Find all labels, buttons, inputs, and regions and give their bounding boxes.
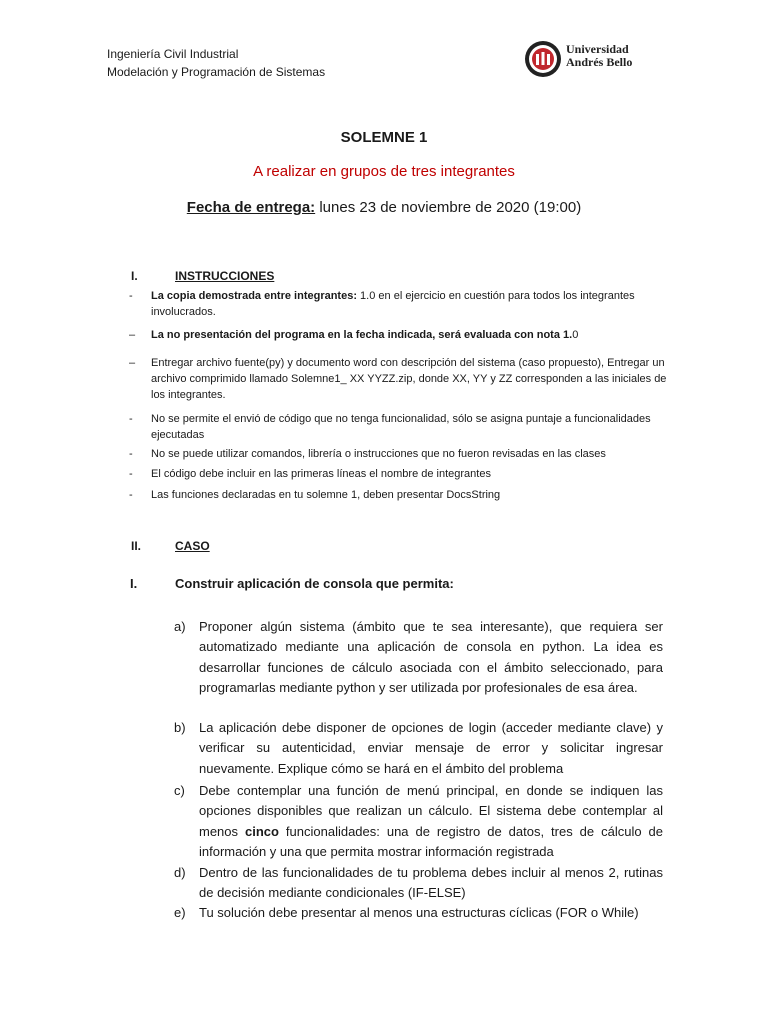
instruction-text: Entregar archivo fuente(py) y documento word con descripción del sistema (caso propuesto), Entregar un archivo comprimido llamado Solemne1_ XX YYZZ.zip, donde XX, YY y ZZ corresponden a las iniciales de los integrantes. [151, 357, 667, 401]
section-instructions-heading [131, 269, 274, 283]
task-letter: c) [174, 783, 185, 798]
bullet: – [129, 329, 136, 341]
bullet: - [129, 468, 133, 480]
deadline-value: lunes 23 de noviembre de 2020 (19:00) [315, 199, 582, 216]
task-item [174, 863, 663, 904]
university-name [566, 43, 632, 69]
task-text: Dentro de las funcionalidades de tu problema debes incluir al menos 2, rutinas de decisión mediante condicionales (IF-ELSE) [199, 865, 663, 901]
question-title: Construir aplicación de consola que permita: [175, 576, 454, 591]
task-text: La aplicación debe disponer de opciones de login (acceder mediante clave) y verificar su autenticidad, enviar mensaje de error y solicitar ingresar nuevamente. Explique cómo se hará en el ámbito del problema [199, 720, 663, 776]
instruction-item [129, 411, 669, 443]
task-text-pre: Debe contemplar una función de menú principal, en donde se indiquen las opciones disponibles que realizan un cálculo. El sistema debe contemplar al menos [199, 783, 663, 839]
logo-bar-mid [542, 52, 545, 65]
instruction-item [129, 446, 669, 462]
university-name-line2: Andrés Bello [566, 55, 633, 69]
document-subtitle: A realizar en grupos de tres integrantes [253, 163, 515, 180]
course-header [107, 45, 325, 81]
section-case-heading [131, 539, 210, 553]
question-number: I. [130, 576, 138, 591]
task-item [174, 781, 663, 862]
instruction-text: Las funciones declaradas en tu solemne 1, deben presentar DocsString [151, 489, 501, 501]
section-title: CASO [175, 539, 210, 553]
task-text: Tu solución debe presentar al menos una estructuras cíclicas (FOR o While) [199, 905, 639, 920]
task-text-bold: cinco [244, 823, 279, 839]
task-letter: e) [174, 905, 186, 920]
task-letter: d) [174, 865, 186, 880]
instruction-item [129, 466, 669, 482]
instruction-bold: La copia demostrada entre integrantes: [151, 290, 357, 302]
section-title: INSTRUCCIONES [175, 269, 275, 283]
document-title: SOLEMNE 1 [340, 129, 428, 146]
task-item [174, 718, 663, 779]
instruction-text: No se permite el envió de código que no tenga funcionalidad, sólo se asigna puntaje a funcionalidades ejecutadas [151, 413, 651, 441]
instruction-text: No se puede utilizar comandos, librería o instrucciones que no fueron revisadas en las clases [151, 448, 606, 460]
instruction-rest: 1.0 en el ejercicio en cuestión para todos los integrantes involucrados. [151, 290, 635, 318]
task-letter: a) [174, 619, 186, 634]
task-text: Proponer algún sistema (ámbito que te sea interesante), que requiera ser automatizado mediante una aplicación de consola en python. La idea es desarrollar funciones de cálculo asociada con el ámbito seleccionado, para programarlas mediante python y ser utilizada por profesionales de esa área. [199, 619, 663, 695]
question-heading [130, 576, 454, 591]
logo-bar-left [536, 54, 539, 65]
instruction-bold: La no presentación del programa en la fecha indicada, será evaluada con nota 1. [151, 329, 573, 341]
task-text-post: funcionalidades: una de registro de datos, tres de cálculo de información y una que permita mostrar información registrada [199, 823, 663, 859]
section-number: II. [131, 539, 142, 553]
logo-bar-right [547, 54, 550, 65]
task-item [174, 903, 663, 923]
instruction-item [129, 288, 669, 320]
instruction-text: El código debe incluir en las primeras líneas el nombre de integrantes [151, 468, 491, 480]
course-name: Modelación y Programación de Sistemas [107, 65, 326, 79]
instruction-text [151, 327, 669, 343]
university-name-line1: Universidad [566, 42, 629, 56]
instruction-text [151, 288, 669, 320]
bullet: - [129, 489, 133, 501]
bullet: - [129, 448, 133, 460]
deadline [0, 199, 768, 216]
instruction-item [129, 327, 669, 343]
instruction-rest: 0 [572, 329, 579, 341]
bullet: - [129, 413, 133, 425]
section-number: I. [131, 269, 138, 283]
task-text [199, 781, 663, 862]
bullet: - [129, 290, 133, 302]
task-letter: b) [174, 720, 186, 735]
instruction-item [129, 355, 669, 403]
program-name: Ingeniería Civil Industrial [107, 47, 239, 61]
deadline-label: Fecha de entrega: [186, 199, 316, 216]
bullet: – [129, 357, 136, 369]
task-item [174, 617, 663, 698]
instruction-item [129, 487, 669, 503]
